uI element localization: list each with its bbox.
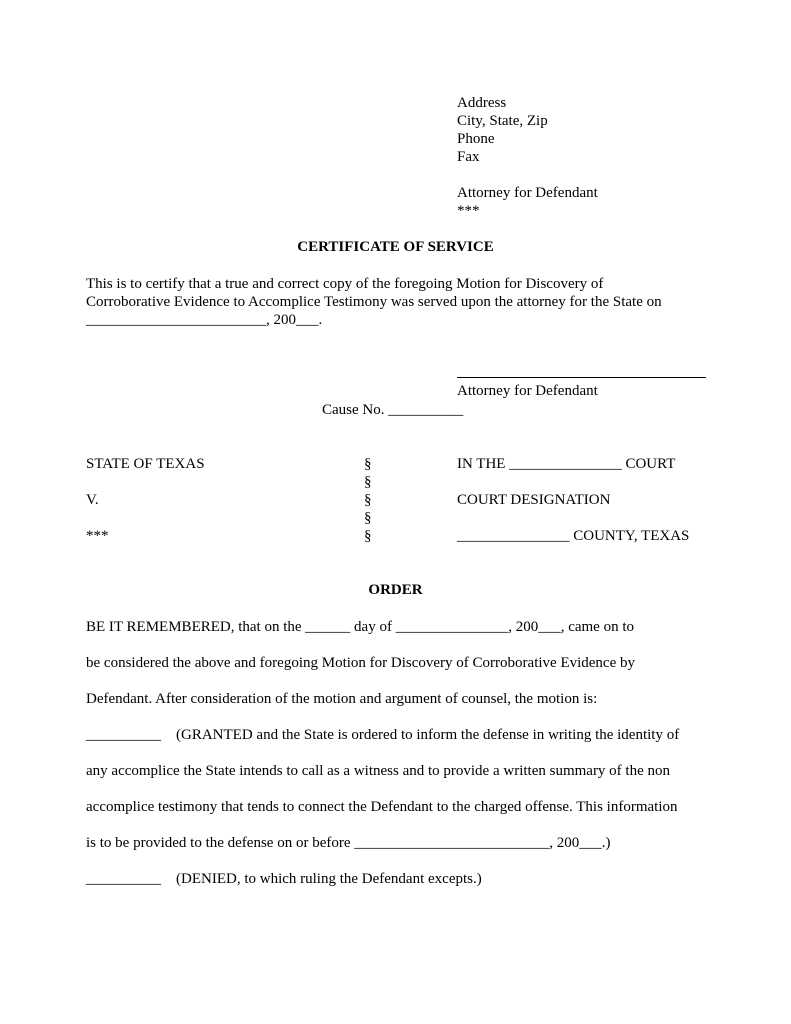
order-line-5: any accomplice the State intends to call as a witness and to provide a written summary of the non: [86, 763, 671, 779]
order-line-2: be considered the above and foregoing Motion for Discovery of Corroborative Evidence by: [86, 655, 635, 671]
header-attorney: Attorney for Defendant: [457, 185, 598, 201]
header-phone: Phone: [457, 131, 495, 147]
caption-court-designation: COURT DESIGNATION: [457, 492, 611, 508]
order-line-3: Defendant. After consideration of the motion and argument of counsel, the motion is:: [86, 691, 598, 707]
header-address: Address: [457, 95, 507, 111]
caption-court: IN THE _______________ COURT: [457, 456, 676, 472]
section-mark: §: [364, 492, 372, 508]
order-title: ORDER: [368, 582, 423, 598]
order-line-7: is to be provided to the defense on or before __________________________, 200___.): [86, 835, 611, 851]
order-line-granted: __________ (GRANTED and the State is ordered to inform the defense in writing the identity of: [86, 727, 680, 743]
signature-label: Attorney for Defendant: [457, 383, 598, 399]
section-mark: §: [364, 474, 372, 490]
caption-versus: V.: [86, 492, 99, 508]
section-mark: §: [364, 510, 372, 526]
order-line-1: BE IT REMEMBERED, that on the ______ day of _______________, 200___, came on to: [86, 619, 635, 635]
certificate-line-3: ________________________, 200___.: [86, 312, 323, 328]
cause-number: Cause No. __________: [322, 402, 464, 418]
certificate-line-2: Corroborative Evidence to Accomplice Testimony was served upon the attorney for the State on: [86, 294, 662, 310]
caption-county: _______________ COUNTY, TEXAS: [457, 528, 690, 544]
certificate-title: CERTIFICATE OF SERVICE: [297, 239, 494, 255]
header-fax: Fax: [457, 149, 480, 165]
header-city-state-zip: City, State, Zip: [457, 113, 548, 129]
order-line-denied: __________ (DENIED, to which ruling the Defendant excepts.): [86, 871, 482, 887]
section-mark: §: [364, 456, 372, 472]
header-stars: ***: [457, 203, 480, 219]
certificate-line-1: This is to certify that a true and correct copy of the foregoing Motion for Discovery of: [86, 276, 604, 292]
signature-line: [457, 377, 706, 378]
caption-party-state: STATE OF TEXAS: [86, 456, 205, 472]
section-mark: §: [364, 528, 372, 544]
caption-defendant: ***: [86, 528, 109, 544]
order-line-6: accomplice testimony that tends to connect the Defendant to the charged offense. This information: [86, 799, 678, 815]
